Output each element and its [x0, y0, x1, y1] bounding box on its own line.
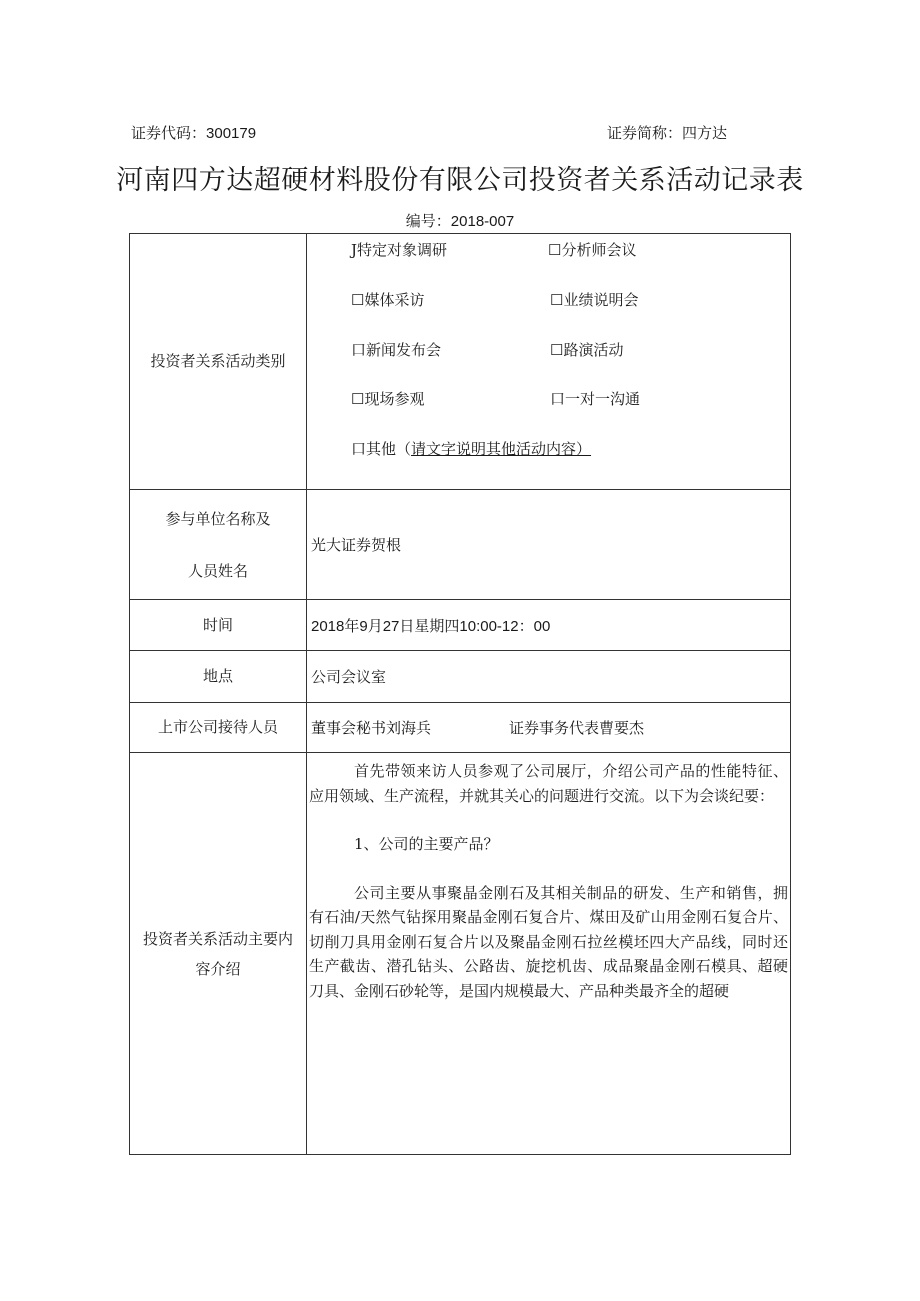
content-label-line2: 容介绍 — [195, 959, 241, 978]
row-participants — [130, 490, 791, 600]
category-label: 投资者关系活动类别 — [130, 234, 307, 490]
security-code-label: 证券代码： — [131, 124, 207, 142]
content-paragraph-intro: 首先带领来访人员参观了公司展厅，介绍公司产品的性能特征、应用领域、生产流程，并就其关心的问题进行交流。以下为会谈纪要： — [309, 762, 788, 805]
row-reception — [130, 703, 791, 753]
option-special-research: J特定对象调研 — [351, 240, 448, 259]
record-table — [129, 233, 791, 1155]
location-value: 公司会议室 — [307, 651, 791, 703]
option-other-prefix: 口其他（ — [351, 439, 412, 458]
option-one-on-one: 口一对一沟通 — [550, 389, 641, 408]
time-value: 2018年9月27日星期四10:00-12：00 — [307, 600, 791, 651]
reception-label: 上市公司接待人员 — [130, 703, 307, 753]
location-label: 地点 — [130, 651, 307, 703]
reception-person-1: 董事会秘书刘海兵 — [311, 719, 432, 737]
time-label: 时间 — [130, 600, 307, 651]
category-options — [307, 234, 791, 490]
option-other-text: 请文字说明其他活动内容） — [411, 439, 592, 458]
option-performance-briefing: ☐业绩说明会 — [550, 290, 639, 309]
document-number-value: 2018-007 — [450, 213, 515, 230]
content-question-1: 1、公司的主要产品？ — [354, 835, 499, 853]
participants-label-line2: 人员姓名 — [187, 561, 248, 580]
document-title: 河南四方达超硬材料股份有限公司投资者关系活动记录表 — [116, 165, 804, 196]
document-number-label: 编号： — [405, 212, 451, 230]
option-analyst-meeting: ☐分析师会议 — [548, 240, 637, 259]
option-roadshow: ☐路演活动 — [550, 340, 624, 359]
security-abbr — [607, 122, 727, 143]
content-body — [307, 753, 791, 1155]
content-label-line1: 投资者关系活动主要内 — [142, 929, 293, 948]
option-other — [351, 438, 591, 459]
security-code-value: 300179 — [206, 125, 257, 142]
option-press-conference: 口新闻发布会 — [351, 340, 442, 359]
security-abbr-value: 四方达 — [682, 124, 728, 142]
security-abbr-label: 证券简称： — [607, 124, 683, 142]
document-number — [0, 210, 920, 231]
content-label — [130, 753, 307, 1155]
row-category — [130, 234, 791, 490]
option-media-interview: ☐媒体采访 — [351, 290, 425, 309]
participants-label-line1: 参与单位名称及 — [165, 509, 271, 528]
row-location — [130, 651, 791, 703]
row-content — [130, 753, 791, 1155]
reception-value — [307, 703, 791, 753]
participants-label — [130, 490, 307, 600]
participants-value: 光大证券贺根 — [307, 490, 791, 600]
row-time — [130, 600, 791, 651]
security-code — [131, 122, 256, 143]
reception-person-2: 证券事务代表曹要杰 — [509, 719, 645, 737]
content-answer-1: 公司主要从事聚晶金刚石及其相关制品的研发、生产和销售，拥有石油/天然气钻探用聚晶金刚石复合片、煤田及矿山用金刚石复合片、切削刀具用金刚石复合片以及聚晶金刚石拉丝模坯四大产品线，同时还生产截齿、潜孔钻头、公路齿、旋挖机齿、成品聚晶金刚石模具、超硬刀具、金刚石砂轮等，是国内规模最大、产品种类最齐全的超硬 — [309, 883, 788, 1000]
option-site-visit: ☐现场参观 — [351, 389, 425, 408]
